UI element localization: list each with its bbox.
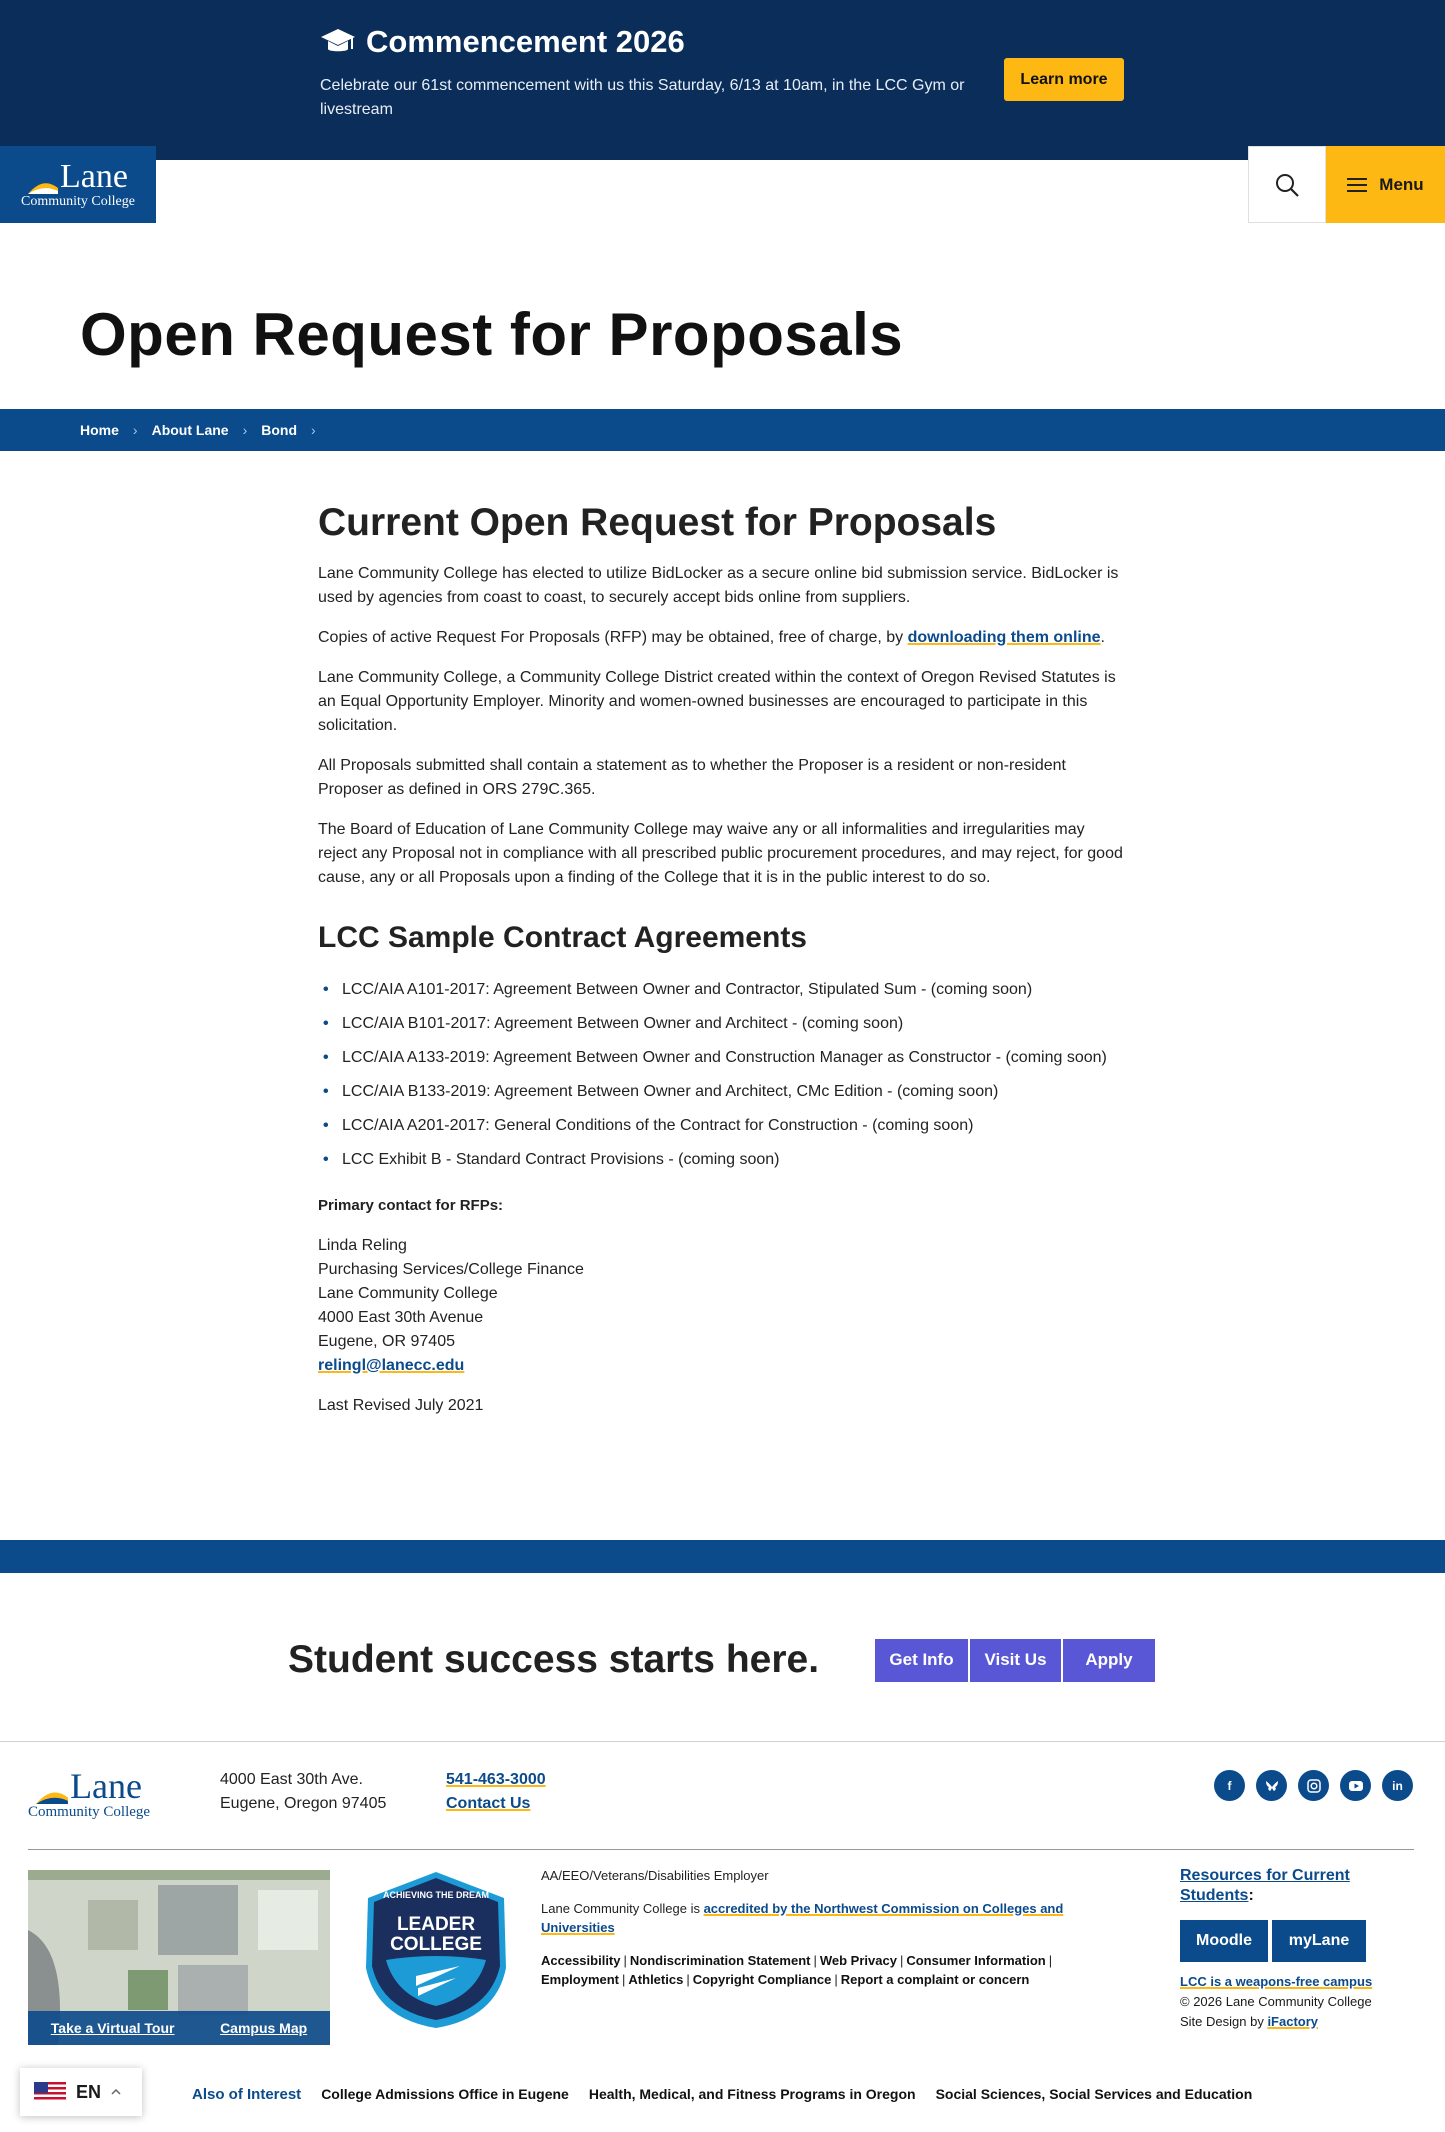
- breadcrumb-home[interactable]: Home: [80, 422, 119, 438]
- badge-top-text: ACHIEVING THE DREAM: [382, 1890, 490, 1900]
- accreditation-text: Lane Community College is: [541, 1901, 704, 1916]
- breadcrumb-bond[interactable]: Bond: [261, 422, 298, 438]
- resource-buttons: [1180, 1920, 1420, 1962]
- lane-logo: [21, 160, 135, 209]
- social-links: [1214, 1770, 1413, 1801]
- footer-contact: [446, 1768, 546, 1816]
- virtual-tour-link[interactable]: Take a Virtual Tour: [50, 2020, 175, 2036]
- footer-address: [220, 1768, 386, 1816]
- also-link-health[interactable]: Health, Medical, and Fitness Programs in Oregon: [588, 2086, 916, 2102]
- alert-text: Celebrate our 61st commencement with us this Saturday, 6/13 at 10am, in the LCC Gym or livestream: [320, 77, 965, 118]
- alert-content: [320, 24, 1000, 122]
- footer-middle: [541, 1866, 1121, 2003]
- accreditation-link[interactable]: accredited by the Northwest Commission on Colleges and Universities: [541, 1901, 1064, 1935]
- cta-bar: [288, 1636, 1168, 1684]
- chevron-right-icon: ›: [311, 422, 316, 438]
- agreements-list: [318, 978, 1128, 1172]
- alert-banner: [0, 0, 1445, 160]
- also-label: Also of Interest: [192, 2086, 302, 2103]
- logo-main-text: Lane: [60, 158, 128, 195]
- resources-link[interactable]: Resources for Current Students: [1180, 1867, 1350, 1904]
- copyright-compliance-link[interactable]: Copyright Compliance: [692, 1972, 832, 1987]
- paragraph-resident: All Proposals submitted shall contain a statement as to whether the Proposer is a resident or non-resident Proposer as defined in ORS 279C.365.: [318, 757, 1066, 798]
- badge-leader-text: LEADER: [396, 1914, 476, 1935]
- graduation-cap-icon: [320, 27, 356, 57]
- section-heading: Current Open Request for Proposals: [318, 501, 997, 544]
- footer-resources: [1180, 1866, 1420, 2032]
- accreditation-statement: [541, 1899, 1121, 1937]
- consumer-info-link[interactable]: Consumer Information: [906, 1953, 1046, 1968]
- site-design-credit: [1180, 2012, 1420, 2032]
- youtube-icon[interactable]: [1340, 1770, 1371, 1801]
- chevron-right-icon: ›: [242, 422, 248, 438]
- athletics-link[interactable]: Athletics: [628, 1972, 684, 1987]
- last-revised: Last Revised July 2021: [318, 1397, 484, 1414]
- footer-top-rule: [0, 1741, 1445, 1742]
- language-selector[interactable]: [20, 2068, 142, 2116]
- contact-us-link[interactable]: Contact Us: [446, 1795, 531, 1812]
- paragraph-copies: [318, 626, 1128, 650]
- report-complaint-link[interactable]: Report a complaint or concern: [840, 1972, 1030, 1987]
- contact-city: Eugene, OR 97405: [318, 1333, 455, 1350]
- footer-rule: [28, 1849, 1414, 1850]
- us-flag-icon: [34, 2082, 66, 2102]
- footer-logo[interactable]: [28, 1768, 150, 1820]
- list-item: • LCC/AIA A201-2017: General Conditions of the Contract for Construction - (coming soon): [318, 1114, 1128, 1138]
- menu-button[interactable]: [1326, 146, 1445, 223]
- site-header: [0, 146, 1445, 224]
- leader-college-seal: [356, 1868, 516, 2032]
- list-item: • LCC Exhibit B - Standard Contract Provisions - (coming soon): [318, 1148, 1128, 1172]
- search-icon: [1274, 172, 1300, 198]
- divider-band: [0, 1540, 1445, 1573]
- phone-link[interactable]: 541-463-3000: [446, 1771, 546, 1788]
- contact-name: Linda Reling: [318, 1237, 407, 1254]
- paragraph-board: The Board of Education of Lane Community College may waive any or all informalities and irregularities may reject any Proposal not in compliance with all prescribed public procurement procedures, and may reject, for good cause, any or all Proposals upon a finding of the College that it is in the public interest to do so.: [318, 821, 1123, 886]
- language-code: EN: [76, 2081, 102, 2102]
- page-title: Open Request for Proposals: [80, 301, 904, 368]
- chevron-up-icon: [111, 2089, 121, 2095]
- list-item: • LCC/AIA B101-2017: Agreement Between Owner and Architect - (coming soon): [318, 1012, 1128, 1036]
- visit-us-button[interactable]: Visit Us: [970, 1639, 1061, 1682]
- footer-street: 4000 East 30th Ave.: [220, 1771, 363, 1788]
- paragraph-copies-end: .: [1100, 629, 1105, 646]
- accessibility-link[interactable]: Accessibility: [541, 1953, 621, 1968]
- also-link-social-sciences[interactable]: Social Sciences, Social Services and Education: [935, 2086, 1253, 2102]
- employment-link[interactable]: Employment: [541, 1972, 620, 1987]
- breadcrumb-about-lane[interactable]: About Lane: [151, 422, 229, 438]
- list-item: • LCC/AIA B133-2019: Agreement Between Owner and Architect, CMc Edition - (coming soon): [318, 1080, 1128, 1104]
- alert-title: [320, 24, 1000, 60]
- apply-button[interactable]: Apply: [1063, 1639, 1155, 1682]
- contact-email-link[interactable]: relingl@lanecc.edu: [318, 1357, 465, 1374]
- footer-logo-main: Lane: [70, 1766, 143, 1806]
- campus-map-image: [28, 1870, 330, 2045]
- weapons-free-link[interactable]: LCC is a weapons-free campus: [1180, 1974, 1373, 1989]
- footer-city: Eugene, Oregon 97405: [220, 1795, 387, 1812]
- download-rfp-link[interactable]: downloading them online: [907, 629, 1101, 646]
- bluesky-icon[interactable]: [1256, 1770, 1287, 1801]
- footer-logo-sub: Community College: [28, 1804, 151, 1820]
- resources-heading: [1180, 1866, 1420, 1906]
- employer-statement: AA/EEO/Veterans/Disabilities Employer: [541, 1868, 769, 1883]
- site-design-text: Site Design by: [1180, 2014, 1268, 2029]
- sunrise-logo-icon: [28, 178, 58, 194]
- also-link-admissions[interactable]: College Admissions Office in Eugene: [321, 2086, 569, 2102]
- alert-title-text: Commencement 2026: [366, 24, 685, 59]
- campus-map-link[interactable]: Campus Map: [220, 2020, 308, 2036]
- contact-block: [318, 1234, 1128, 1378]
- linkedin-icon[interactable]: in: [1382, 1770, 1413, 1801]
- paragraph-bidlocker: Lane Community College has elected to utilize BidLocker as a secure online bid submission service. BidLocker is used by agencies from coast to coast, to securely accept bids online from suppliers.: [318, 565, 1119, 606]
- map-links-bar: [28, 2011, 330, 2045]
- instagram-icon[interactable]: [1298, 1770, 1329, 1801]
- nondiscrimination-link[interactable]: Nondiscrimination Statement: [629, 1953, 811, 1968]
- paragraph-copies-text: Copies of active Request For Proposals (RFP) may be obtained, free of charge, by: [318, 629, 908, 646]
- paragraph-equal-opportunity: Lane Community College, a Community College District created within the context of Oregon Revised Statutes is an Equal Opportunity Employer. Minority and women-owned businesses are encouraged to participate in this solicitation.: [318, 669, 1116, 734]
- facebook-icon[interactable]: f: [1214, 1770, 1245, 1801]
- resources-colon: :: [1248, 1887, 1254, 1904]
- moodle-button[interactable]: Moodle: [1180, 1920, 1268, 1962]
- ifactory-link[interactable]: iFactory: [1267, 2014, 1319, 2029]
- copyright-text: © 2026 Lane Community College: [1180, 1994, 1372, 2009]
- contact-college: Lane Community College: [318, 1285, 498, 1302]
- list-item: • LCC/AIA A101-2017: Agreement Between Owner and Contractor, Stipulated Sum - (coming soon): [318, 978, 1128, 1002]
- list-item: • LCC/AIA A133-2019: Agreement Between Owner and Construction Manager as Constructor - (coming soon): [318, 1046, 1128, 1070]
- logo-sub-text: Community College: [21, 194, 135, 209]
- contact-heading: Primary contact for RFPs:: [318, 1197, 504, 1214]
- get-info-button[interactable]: Get Info: [875, 1639, 968, 1682]
- contact-street: 4000 East 30th Avenue: [318, 1309, 484, 1326]
- learn-more-button[interactable]: Learn more: [1004, 58, 1124, 101]
- mylane-button[interactable]: myLane: [1272, 1920, 1366, 1962]
- sunrise-logo-icon: [36, 1787, 68, 1804]
- contact-dept: Purchasing Services/College Finance: [318, 1261, 584, 1278]
- menu-label: Menu: [1379, 174, 1424, 194]
- logo-link[interactable]: [0, 146, 156, 223]
- cta-text: Student success starts here.: [288, 1638, 820, 1681]
- hamburger-icon: [1347, 177, 1367, 193]
- main-content: [318, 498, 1128, 1434]
- breadcrumb: [0, 409, 1445, 451]
- badge-college-text: COLLEGE: [390, 1934, 482, 1955]
- also-of-interest: [192, 2086, 1252, 2103]
- chevron-right-icon: ›: [132, 422, 138, 438]
- subsection-heading: LCC Sample Contract Agreements: [318, 921, 807, 954]
- search-button[interactable]: [1248, 146, 1326, 223]
- web-privacy-link[interactable]: Web Privacy: [819, 1953, 897, 1968]
- footer-links: Accessibility | Nondiscrimination Statement | Web Privacy | Consumer Information | Employment | Athletics | Copyright Compliance | Report a complaint or concern: [541, 1953, 1053, 1987]
- leader-college-badge: [356, 1868, 516, 2037]
